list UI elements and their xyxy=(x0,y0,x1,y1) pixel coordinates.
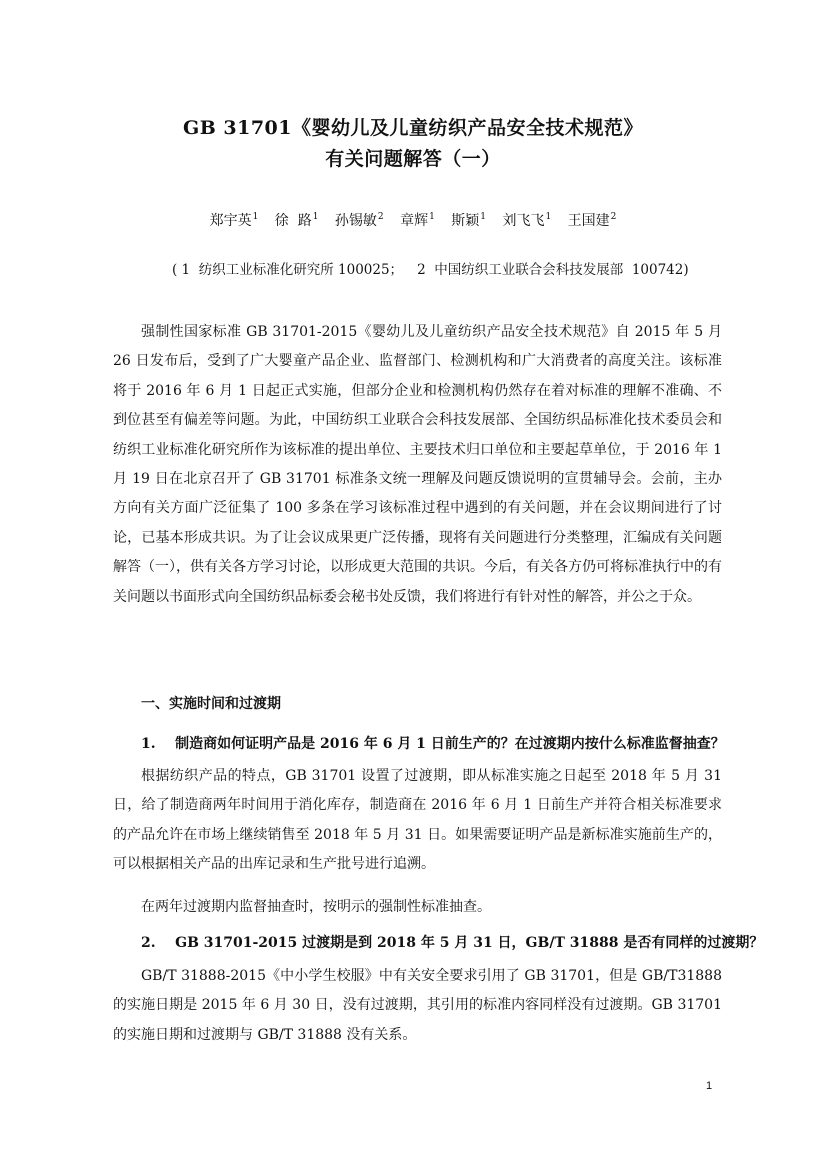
author: 徐 路$^1$ xyxy=(274,212,319,229)
author: 孙锡敏$^2$ xyxy=(334,212,384,229)
question-heading: 2. GB 31701-2015 过渡期是到 2018 年 5 月 31 日，GB/T 31888 是否有同样的过渡期？ xyxy=(141,935,764,951)
document-title-line1: GB 31701《婴幼儿及儿童纺织产品安全技术规范》 xyxy=(182,117,643,139)
affiliation: ( 1 纺织工业标准化研究所 100025； xyxy=(172,262,404,278)
question-heading: 1. 制造商如何证明产品是 2016 年 6 月 1 日前生产的？在过渡期内按什么标准监督抽查？ xyxy=(141,736,725,752)
answer-paragraph: GB/T 31888-2015《中小学生校服》中有关安全要求引用了 GB 31701，但是 GB/T31888 的实施日期是 2015 年 6 月 30 日，没有过渡期，其引用的标准内容同样没有过渡期。GB 31701 的实施日期和过渡期与 GB/T 31888 没有关系。 xyxy=(113,968,722,1043)
answer-paragraph: 根据纺织产品的特点，GB 31701 设置了过渡期，即从标准实施之日起至 2018 年 5 月 31 日，给了制造商两年时间用于消化库存，制造商在 2016 年 6 月 1 日前生产并符合相关标准要求的产品允许在市场上继续销售至 2018 年 5 月 31 日。如果需要证明产品是新标准实施前生产的，可以根据相关产品的出库记录和生产批号进行追溯。 xyxy=(113,768,722,873)
answer-section xyxy=(113,762,722,880)
intro-paragraph: 强制性国家标准 GB 31701-2015《婴幼儿及儿童纺织产品安全技术规范》自 2015 年 5 月 26 日发布后，受到了广大婴童产品企业、监督部门、检测机构和广大消费者的高度关注。该标准将于 2016 年 6 月 1 日起正式实施，但部分企业和检测机构仍然存在着对标准的理解不准确、不到位甚至有偏差等问题。为此，中国纺织工业联合会科技发展部、全国纺织品标准化技术委员会和纺织工业标准化研究所作为该标准的提出单位、主要技术归口单位和主要起草单位，于 2016 年 1 月 19 日在北京召开了 GB 31701 标准条文统一理解及问题反馈说明的宣贯辅导会。会前，主办方向有关方面广泛征集了 100 多条在学习该标准过程中遇到的有关问题，并在会议期间进行了讨论，已基本形成共识。为了让会议成果更广泛传播，现将有关问题进行分类整理，汇编成有关问题解答（一），供有关各方学习讨论，以形成更大范围的共识。今后，有关各方仍可将标准执行中的有关问题以书面形式向全国纺织品标委会秘书处反馈，我们将进行有针对性的解答，并公之于众。 xyxy=(113,324,722,605)
section-heading: 一、实施时间和过渡期 xyxy=(141,696,281,712)
author: 刘飞飞$^1$ xyxy=(502,212,552,229)
answer-section xyxy=(113,962,722,1050)
answer-paragraph: 在两年过渡期内监督抽查时，按明示的强制性标准抽查。 xyxy=(141,899,491,915)
affiliation: 2 中国纺织工业联合会科技发展部 100742) xyxy=(417,262,689,278)
affiliations xyxy=(172,258,689,278)
document-title-line2: 有关问题解答（一） xyxy=(325,148,501,170)
intro-section xyxy=(113,318,722,612)
author: 斯颖$^1$ xyxy=(451,212,486,229)
author-list xyxy=(0,210,826,230)
author: 郑宇英$^1$ xyxy=(209,212,259,229)
author: 王国建$^2$ xyxy=(567,212,617,229)
page-number: 1 xyxy=(706,1080,713,1092)
author: 章辉$^1$ xyxy=(400,212,435,229)
